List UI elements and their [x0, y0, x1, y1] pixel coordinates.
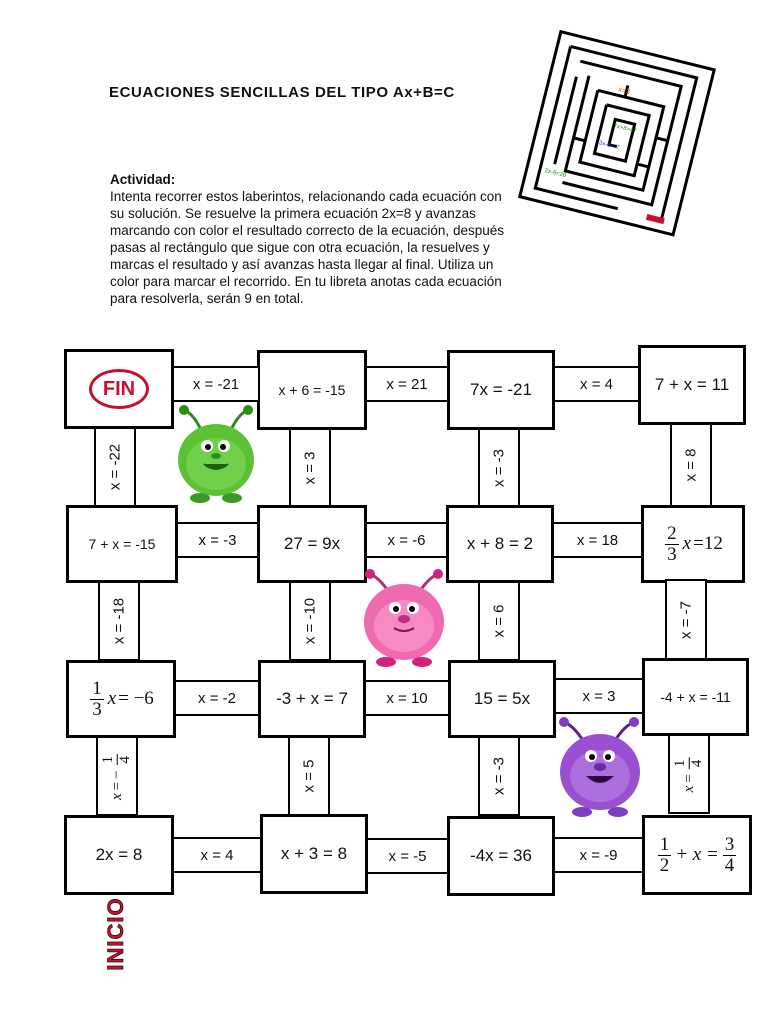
equation-box[interactable]: x + 3 = 8 — [260, 814, 368, 894]
fraction-numerator: 1 — [671, 759, 688, 768]
instruction-line: color para marcar el recorrido. En tu libreta anotas cada ecuación — [110, 274, 502, 289]
answer-connector[interactable] — [668, 734, 710, 814]
answer-connector[interactable]: x = 4 — [172, 837, 262, 873]
answer-connector[interactable] — [665, 579, 707, 661]
connector-label: x = 8 — [682, 448, 700, 482]
connector-fraction: x = 1 4 — [671, 759, 705, 793]
instruction-line: para resolverla, serán 9 en total. — [110, 291, 304, 306]
connector-label: x = -3 — [490, 449, 508, 487]
equation-box[interactable]: -3 + x = 7 — [258, 660, 366, 738]
instruction-line: pasas al rectángulo que sigue con otra ecuación, la resuelves y — [110, 240, 490, 255]
answer-connector[interactable] — [478, 428, 520, 508]
variable: x — [682, 533, 692, 554]
answer-connector[interactable] — [96, 736, 138, 816]
fin-label: FIN — [89, 369, 149, 409]
fraction-denominator: 4 — [688, 759, 705, 768]
fraction-numerator: 2 — [667, 522, 677, 544]
fraction-numerator: 1 — [659, 833, 670, 855]
answer-connector[interactable]: x = 18 — [552, 522, 643, 558]
instruction-line: su solución. Se resuelve la primera ecuación 2x=8 y avanzas — [110, 206, 476, 221]
fraction-equation-box[interactable] — [642, 815, 752, 895]
fraction-equation-box[interactable] — [641, 505, 745, 583]
fraction-equation-box[interactable] — [66, 660, 176, 738]
equation-middle: + x = — [675, 844, 719, 865]
equation-box[interactable]: 7 + x = 11 — [638, 345, 746, 425]
inicio-label: INICIO — [103, 897, 128, 971]
answer-connector[interactable] — [288, 736, 330, 816]
page-title: ECUACIONES SENCILLAS DEL TIPO Ax+B=C — [109, 84, 455, 101]
equation-rhs: = −6 — [118, 688, 154, 709]
activity-heading: Actividad: — [110, 172, 176, 187]
answer-connector[interactable]: x = -5 — [366, 838, 449, 874]
maze-label: 7x+8=47 — [612, 123, 637, 135]
answer-connector[interactable] — [98, 581, 140, 661]
connector-label: x = 5 — [300, 759, 318, 793]
maze-label: 3x-8=-7 — [598, 140, 620, 152]
connector-label: x = -3 — [490, 757, 508, 795]
instruction-line: Intenta recorrer estos laberintos, relacionando cada ecuación con — [110, 189, 502, 204]
equation-box[interactable]: 7 + x = -15 — [66, 505, 178, 583]
instruction-line: marcando con color el resultado correcto de la ecuación, después — [110, 223, 504, 238]
fraction-denominator: 4 — [724, 854, 735, 876]
connector-label: x = 3 — [301, 451, 319, 485]
answer-connector[interactable]: x = -21 — [172, 366, 260, 402]
fraction-denominator: 3 — [92, 698, 102, 720]
fraction-numerator: 3 — [724, 833, 735, 855]
fraction-equation — [656, 835, 739, 876]
equation-box[interactable]: -4 + x = -11 — [642, 658, 749, 736]
fraction-equation — [663, 524, 723, 565]
connector-label: x = -22 — [106, 443, 124, 491]
answer-connector[interactable]: x = 21 — [365, 366, 449, 402]
fin-box — [64, 349, 174, 429]
answer-connector[interactable]: x = -3 — [176, 522, 259, 558]
purple-monster-icon — [554, 712, 646, 820]
answer-connector[interactable] — [289, 581, 331, 661]
fraction-equation — [88, 679, 154, 720]
answer-connector[interactable]: x = -9 — [553, 837, 644, 873]
fraction-denominator: 2 — [659, 854, 670, 876]
answer-connector[interactable]: x = 3 — [554, 678, 644, 714]
maze-label: 2x-8=26 — [543, 167, 567, 180]
answer-connector[interactable] — [478, 581, 520, 661]
connector-label: x = -10 — [301, 597, 319, 645]
connector-label: x = -18 — [110, 597, 128, 645]
connector-label: x = -7 — [677, 601, 695, 639]
equation-box[interactable]: x + 6 = -15 — [257, 350, 367, 430]
fraction-denominator: 4 — [116, 755, 133, 764]
equation-rhs: =12 — [693, 533, 723, 554]
fraction-denominator: 3 — [667, 543, 677, 565]
answer-connector[interactable] — [478, 736, 520, 816]
answer-connector[interactable]: x = 4 — [553, 366, 640, 402]
pink-monster-icon — [358, 566, 450, 670]
inicio-label-box — [96, 892, 136, 976]
answer-connector[interactable] — [289, 428, 331, 508]
variable: x — [107, 688, 117, 709]
equation-box[interactable]: -4x = 36 — [447, 816, 555, 896]
fraction-numerator: 1 — [92, 677, 102, 699]
answer-connector[interactable] — [670, 423, 712, 507]
equation-box[interactable]: 15 = 5x — [448, 660, 556, 738]
answer-connector[interactable] — [94, 427, 136, 507]
green-monster-icon — [172, 402, 262, 506]
equation-box[interactable]: x + 8 = 2 — [446, 505, 554, 583]
instruction-line: marcas el resultado y así avanzas hasta llegar al final. Utiliza un — [110, 257, 494, 272]
equation-box[interactable]: 27 = 9x — [257, 505, 367, 583]
equation-box[interactable]: 2x = 8 — [64, 815, 174, 895]
fraction-numerator: 1 — [99, 755, 116, 764]
answer-connector[interactable]: x = -6 — [365, 522, 448, 558]
connector-label: x = 6 — [490, 604, 508, 638]
answer-connector[interactable]: x = 10 — [364, 680, 450, 716]
equation-box[interactable]: 7x = -21 — [447, 350, 555, 430]
answer-connector[interactable]: x = -2 — [174, 680, 260, 716]
connector-fraction: x = − 1 4 — [99, 755, 133, 801]
maze-label: x=3 — [617, 86, 631, 97]
